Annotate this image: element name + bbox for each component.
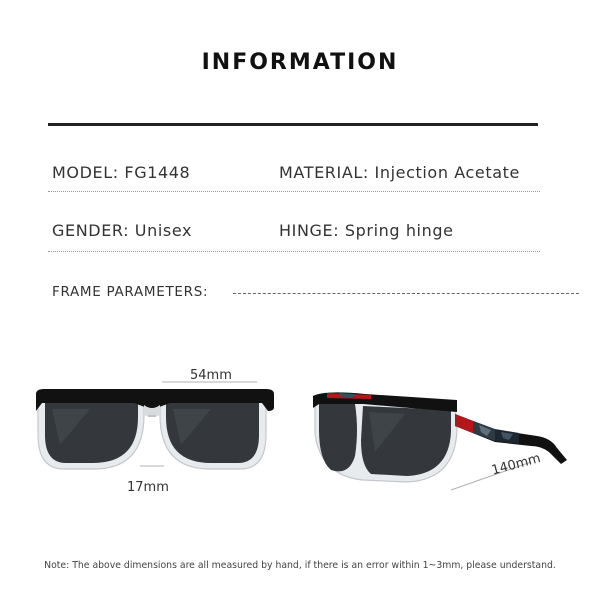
dotted-divider bbox=[48, 191, 540, 192]
material-spec: MATERIAL: Injection Acetate bbox=[279, 163, 520, 182]
page-title: INFORMATION bbox=[201, 50, 399, 75]
hinge-spec: HINGE: Spring hinge bbox=[279, 221, 454, 240]
side-view-glasses-image bbox=[305, 390, 575, 500]
bridge-width-label: 17mm bbox=[127, 480, 169, 495]
measurement-note: Note: The above dimensions are all measured by hand, if there is an error within 1~3mm, please understand. bbox=[44, 560, 556, 571]
front-view-glasses-image bbox=[30, 385, 280, 475]
dashed-divider bbox=[233, 293, 579, 294]
temple-length-label: 140mm bbox=[490, 451, 543, 479]
dotted-divider bbox=[48, 251, 540, 252]
title-divider bbox=[48, 123, 538, 126]
frame-parameters-label: FRAME PARAMETERS: bbox=[52, 284, 209, 300]
model-spec: MODEL: FG1448 bbox=[52, 163, 191, 182]
gender-spec: GENDER: Unisex bbox=[52, 221, 193, 240]
lens-width-label: 54mm bbox=[190, 368, 232, 383]
